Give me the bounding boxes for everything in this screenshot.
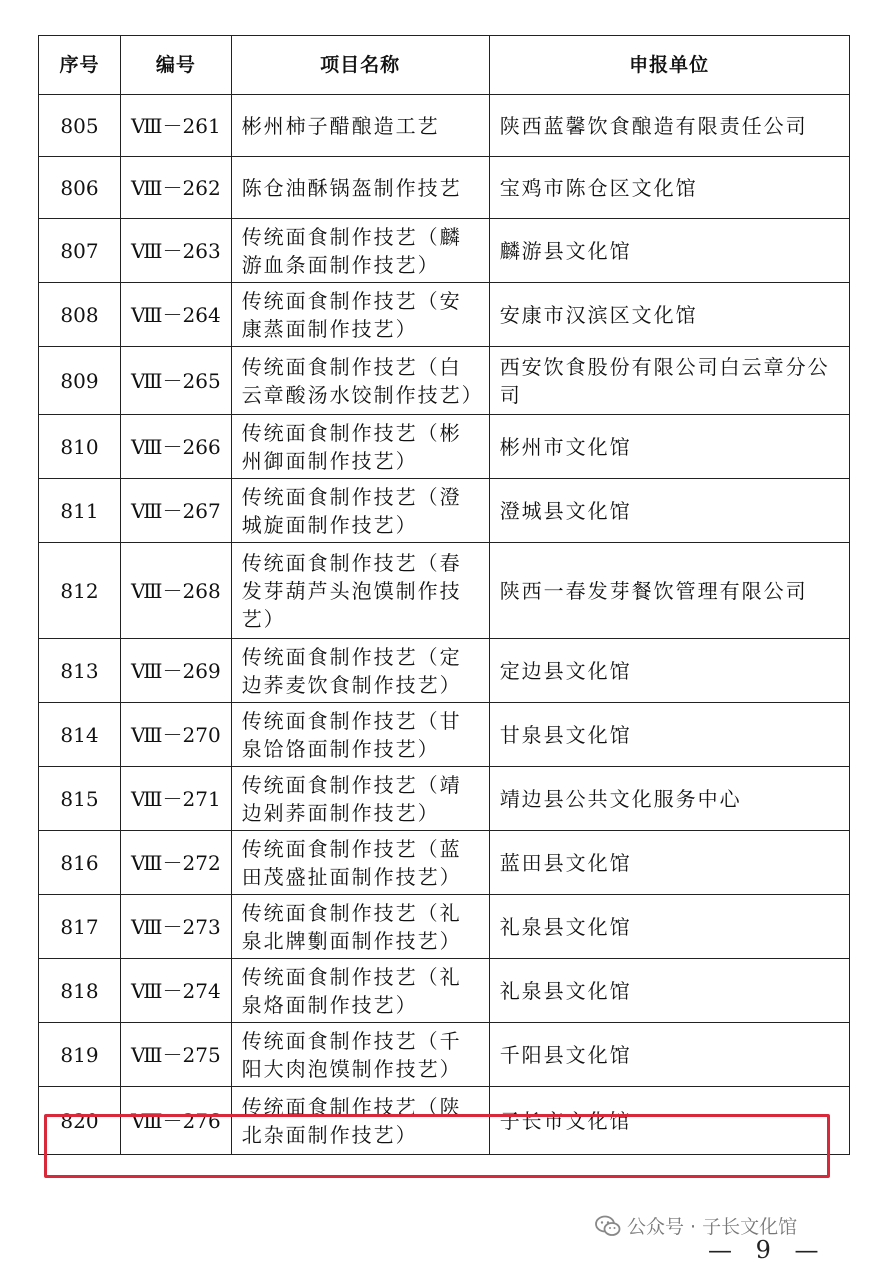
- row-code: Ⅷ－268: [121, 543, 232, 639]
- row-seq: 808: [39, 283, 121, 347]
- row-seq: 807: [39, 219, 121, 283]
- row-code: Ⅷ－273: [121, 895, 232, 959]
- row-project-name: 传统面食制作技艺（彬州御面制作技艺）: [231, 415, 489, 479]
- table-row: [39, 1023, 850, 1087]
- row-seq: 816: [39, 831, 121, 895]
- row-project-name: 传统面食制作技艺（定边荞麦饮食制作技艺）: [231, 639, 489, 703]
- row-applicant-unit: 陕西蓝馨饮食酿造有限责任公司: [489, 95, 849, 157]
- header-name: 项目名称: [231, 36, 489, 95]
- header-seq: 序号: [39, 36, 121, 95]
- row-project-name: 陈仓油酥锅盔制作技艺: [231, 157, 489, 219]
- row-seq: 820: [39, 1087, 121, 1155]
- row-applicant-unit: 甘泉县文化馆: [489, 703, 849, 767]
- row-applicant-unit: 靖边县公共文化服务中心: [489, 767, 849, 831]
- row-project-name: 传统面食制作技艺（白云章酸汤水饺制作技艺）: [231, 347, 489, 415]
- row-project-name: 传统面食制作技艺（安康蒸面制作技艺）: [231, 283, 489, 347]
- row-project-name: 传统面食制作技艺（陕北杂面制作技艺）: [231, 1087, 489, 1155]
- row-project-name: 传统面食制作技艺（澄城旋面制作技艺）: [231, 479, 489, 543]
- row-seq: 810: [39, 415, 121, 479]
- row-code: Ⅷ－272: [121, 831, 232, 895]
- header-code: 编号: [121, 36, 232, 95]
- table-row: [39, 831, 850, 895]
- row-project-name: 传统面食制作技艺（礼泉烙面制作技艺）: [231, 959, 489, 1023]
- row-seq: 815: [39, 767, 121, 831]
- row-applicant-unit: 定边县文化馆: [489, 639, 849, 703]
- row-seq: 819: [39, 1023, 121, 1087]
- row-seq: 814: [39, 703, 121, 767]
- wechat-icon: [595, 1215, 621, 1237]
- row-code: Ⅷ－267: [121, 479, 232, 543]
- watermark: [595, 1212, 797, 1239]
- row-code: Ⅷ－276: [121, 1087, 232, 1155]
- table-row: [39, 959, 850, 1023]
- row-project-name: 彬州柿子醋酿造工艺: [231, 95, 489, 157]
- row-applicant-unit: 礼泉县文化馆: [489, 895, 849, 959]
- table-row: [39, 895, 850, 959]
- table-row: [39, 1087, 850, 1155]
- row-code: Ⅷ－269: [121, 639, 232, 703]
- row-applicant-unit: 宝鸡市陈仓区文化馆: [489, 157, 849, 219]
- row-code: Ⅷ－275: [121, 1023, 232, 1087]
- row-project-name: 传统面食制作技艺（千阳大肉泡馍制作技艺）: [231, 1023, 489, 1087]
- watermark-text: 公众号 · 子长文化馆: [627, 1216, 798, 1238]
- row-applicant-unit: 陕西一春发芽餐饮管理有限公司: [489, 543, 849, 639]
- row-project-name: 传统面食制作技艺（蓝田茂盛扯面制作技艺）: [231, 831, 489, 895]
- row-code: Ⅷ－262: [121, 157, 232, 219]
- table-row: [39, 283, 850, 347]
- row-seq: 809: [39, 347, 121, 415]
- row-applicant-unit: 千阳县文化馆: [489, 1023, 849, 1087]
- row-code: Ⅷ－265: [121, 347, 232, 415]
- row-code: Ⅷ－263: [121, 219, 232, 283]
- row-applicant-unit: 西安饮食股份有限公司白云章分公司: [489, 347, 849, 415]
- table-row: [39, 703, 850, 767]
- row-applicant-unit: 彬州市文化馆: [489, 415, 849, 479]
- table-row: [39, 639, 850, 703]
- row-project-name: 传统面食制作技艺（礼泉北牌劐面制作技艺）: [231, 895, 489, 959]
- row-applicant-unit: 麟游县文化馆: [489, 219, 849, 283]
- row-seq: 813: [39, 639, 121, 703]
- row-seq: 806: [39, 157, 121, 219]
- row-applicant-unit: 蓝田县文化馆: [489, 831, 849, 895]
- table-row: [39, 767, 850, 831]
- page-number: — 9 —: [708, 1236, 827, 1264]
- row-seq: 818: [39, 959, 121, 1023]
- table-row: [39, 95, 850, 157]
- row-project-name: 传统面食制作技艺（麟游血条面制作技艺）: [231, 219, 489, 283]
- row-applicant-unit: 澄城县文化馆: [489, 479, 849, 543]
- row-code: Ⅷ－271: [121, 767, 232, 831]
- row-project-name: 传统面食制作技艺（靖边剁荞面制作技艺）: [231, 767, 489, 831]
- row-code: Ⅷ－270: [121, 703, 232, 767]
- row-seq: 811: [39, 479, 121, 543]
- header-unit: 申报单位: [489, 36, 849, 95]
- row-seq: 805: [39, 95, 121, 157]
- table-row: [39, 219, 850, 283]
- table-row: [39, 543, 850, 639]
- table-row: [39, 479, 850, 543]
- table-row: [39, 157, 850, 219]
- row-project-name: 传统面食制作技艺（春发芽葫芦头泡馍制作技艺）: [231, 543, 489, 639]
- row-applicant-unit: 子长市文化馆: [489, 1087, 849, 1155]
- row-code: Ⅷ－261: [121, 95, 232, 157]
- table-header-row: [39, 36, 850, 95]
- row-project-name: 传统面食制作技艺（甘泉饸饹面制作技艺）: [231, 703, 489, 767]
- table-row: [39, 347, 850, 415]
- row-code: Ⅷ－266: [121, 415, 232, 479]
- row-seq: 817: [39, 895, 121, 959]
- row-applicant-unit: 安康市汉滨区文化馆: [489, 283, 849, 347]
- row-seq: 812: [39, 543, 121, 639]
- heritage-list-table: [38, 35, 850, 1155]
- row-applicant-unit: 礼泉县文化馆: [489, 959, 849, 1023]
- row-code: Ⅷ－264: [121, 283, 232, 347]
- table-row: [39, 415, 850, 479]
- row-code: Ⅷ－274: [121, 959, 232, 1023]
